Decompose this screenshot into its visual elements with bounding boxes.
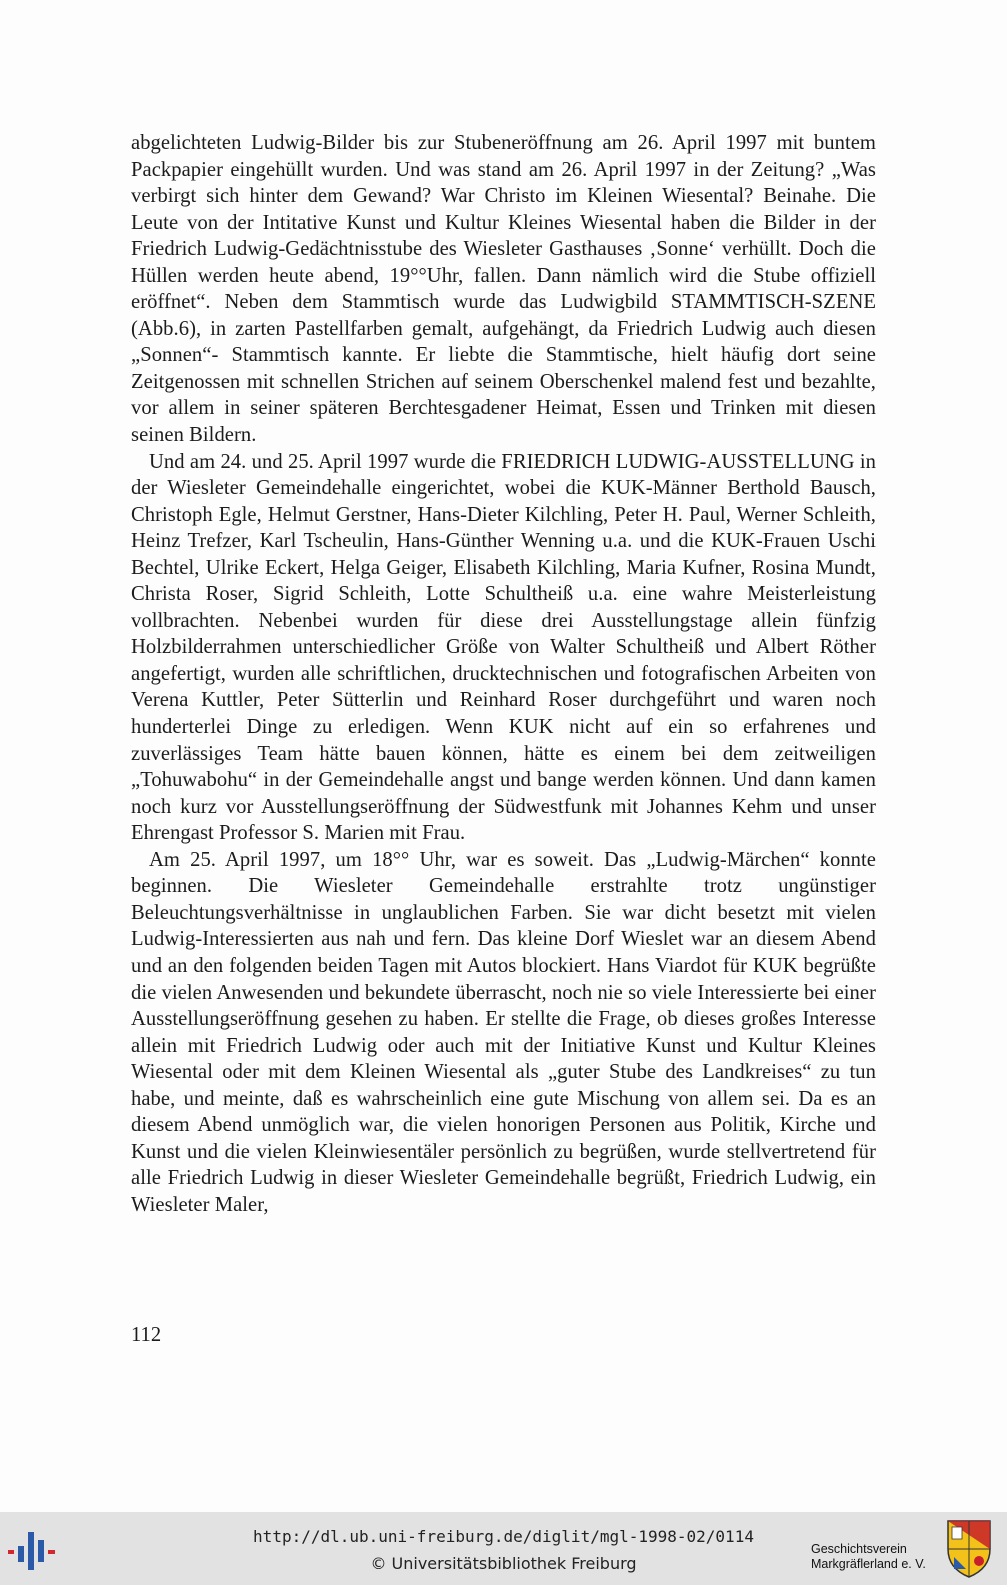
footer-organization bbox=[811, 1542, 941, 1572]
page-number: 112 bbox=[131, 1324, 162, 1346]
paragraph: Und am 24. und 25. April 1997 wurde die FRIEDRICH LUDWIG-AUSSTELLUNG in der Wiesleter Gemeindehalle eingerichtet, wobei die KUK-Männer Berthold Bausch, Christoph Egle, Helmut Gerstner, Hans-Dieter Kilchling, Peter H. Paul, Werner Schleith, Heinz Trefzer, Karl Tscheulin, Hans-Günther Wenning u.a. und die KUK-Frauen Uschi Bechtel, Ulrike Eckert, Helga Geiger, Elisabeth Kilchling, Maria Kufner, Rosina Mundt, Christa Roser, Sigrid Schleith, Lotte Schultheiß u.a. eine wahre Meisterleistung vollbrachten. Nebenbei wurden für diese drei Ausstellungstage allein fünfzig Holzbilderrahmen unterschiedlicher Größe von Walter Schultheiß und Albert Röther angefertigt, wurden alle schriftlichen, drucktechnischen und fotografischen Arbeiten von Verena Kuttler, Peter Sütterlin und Reinhard Roser durchgeführt und waren noch hunderterlei Dinge zu erledigen. Wenn KUK nicht auf ein so erfahrenes und zuverlässiges Team hätte bauen können, hätte es einem bei dem zeitweiligen „Tohuwabohu“ in der Gemeindehalle angst und bange werden können. Und dann kamen noch kurz vor Ausstellungseröffnung der Südwestfunk mit Johannes Kehm und unser Ehrengast Professor S. Marien mit Frau. bbox=[131, 450, 876, 845]
paragraph: abgelichteten Ludwig-Bilder bis zur Stubeneröffnung am 26. April 1997 mit buntem Packpapier eingehüllt wurden. Und was stand am 26. April 1997 in der Zeitung? „Was verbirgt sich hinter dem Gewand? War Christo im Kleinen Wiesental? Beinahe. Die Leute von der Intitative Kunst und Kultur Kleines Wiesental haben die Bilder in der Friedrich Ludwig-Gedächtnisstube des Wiesleter Gasthauses ‚Sonne‘ verhüllt. Doch die Hüllen werden heute abend, 19°°Uhr, fallen. Dann nämlich wird die Stube offiziell eröffnet“. Neben dem Stammtisch wurde das Ludwigbild STAMMTISCH-SZENE (Abb.6), in zarten Pastellfarben gemalt, aufgehängt, da Friedrich Ludwig auch diesen „Sonnen“- Stammtisch kannte. Er liebte die Stammtische, hielt häufig dort seine Zeitgenossen mit schnellen Strichen auf seinem Oberschenkel malend fest und bezahlte, vor allem in seiner späteren Berchtesgadener Heimat, Essen und Trinken mit diesen seinen Bildern. bbox=[131, 132, 876, 447]
coat-of-arms-icon bbox=[946, 1519, 992, 1578]
org-line-2: Markgräflerland e. V. bbox=[811, 1557, 926, 1571]
footer-copyright: © Universitätsbibliothek Freiburg bbox=[370, 1554, 637, 1573]
body-text bbox=[131, 130, 876, 1218]
footer-url[interactable]: http://dl.ub.uni-freiburg.de/diglit/mgl-1998-02/0114 bbox=[253, 1527, 754, 1546]
org-line-1: Geschichtsverein bbox=[811, 1542, 907, 1556]
paragraph: Am 25. April 1997, um 18°° Uhr, war es soweit. Das „Ludwig-Märchen“ konnte beginnen. Die Wiesleter Gemeindehalle erstrahlte trotz ungünstiger Beleuchtungsverhältnisse in unglaublichen Farben. Sie war dicht besetzt mit vielen Ludwig-Interessierten aus nah und fern. Das kleine Dorf Wieslet war an diesem Abend und an den folgenden beiden Tagen mit Autos blockiert. Hans Viardot für KUK begrüßte die vielen Anwesenden und bekundete überrascht, noch nie so viele Interessierte bei einer Ausstellungseröffnung gesehen zu haben. Er stellte die Frage, ob dieses großes Interesse allein mit Friedrich Ludwig oder auch mit der Initiative Kunst und Kultur Kleines Wiesental oder mit dem Kleinen Wiesental als „guter Stube des Landkreises“ zu tun habe, und meinte, daß es wahrscheinlich eine gute Mischung von allem sei. Da es an diesem Abend unmöglich war, die vielen honorigen Personen aus Politik, Kirche und Kunst und die vielen Kleinwiesentäler persönlich zu begrüßen, wurde stellvertretend für alle Friedrich Ludwig in dieser Wiesleter Gemeindehalle begrüßt, Friedrich Ludwig, ein Wiesleter Maler, bbox=[131, 848, 876, 1216]
footer-bar bbox=[0, 1512, 1007, 1585]
